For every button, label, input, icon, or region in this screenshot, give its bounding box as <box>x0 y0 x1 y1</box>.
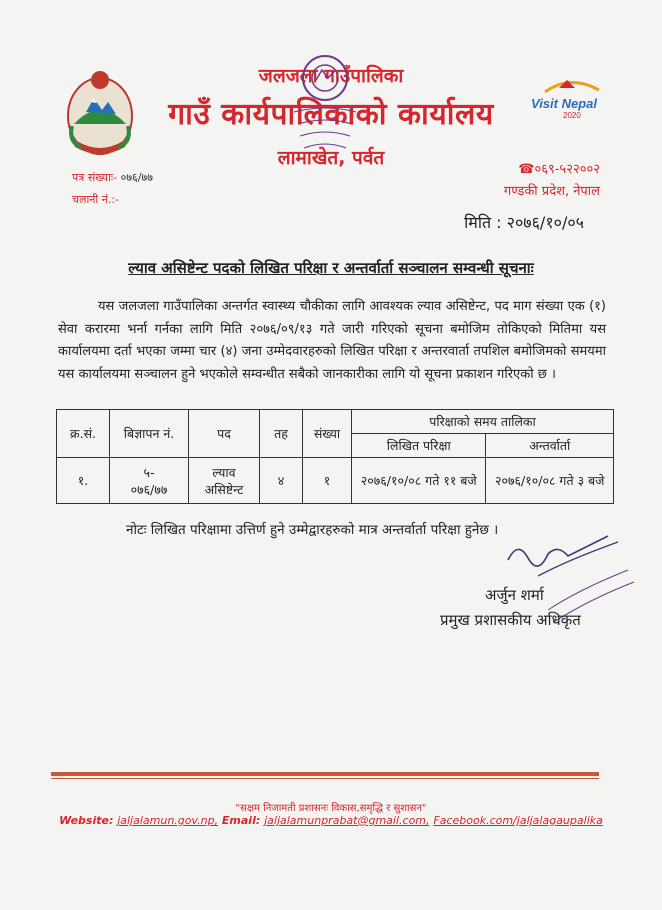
cell-interview: २०७६/१०/०८ गते ३ बजे <box>486 458 614 504</box>
header-schedule: परिक्षाको समय तालिका <box>352 410 614 434</box>
cell-ad-no-line1: ५- <box>143 464 155 480</box>
facebook-link[interactable]: Facebook.com/jaljalagaupalika <box>433 814 603 827</box>
office-name: गाउँ कार्यपालिकाको कार्यालय <box>168 97 494 132</box>
cell-sn: १. <box>57 458 110 504</box>
footer-divider-thin <box>51 778 599 779</box>
cell-level: ४ <box>260 458 303 504</box>
visit-logo-text: Visit Nepal <box>531 96 597 111</box>
office-location: लामाखेत, पर्वत <box>277 147 385 169</box>
email-link[interactable]: jaljalamunprabat@gmail.com, <box>264 814 430 827</box>
footer-contacts <box>0 814 662 827</box>
reference-label: पत्र संख्याः- <box>72 171 118 184</box>
notice-note: नोटः लिखित परिक्षामा उत्तिर्ण हुने उम्मेद्वारहरुको मात्र अन्तर्वार्ता परिक्षा हुनेछ । <box>126 522 499 538</box>
notice-body: यस जलजला गाउँपालिका अन्तर्गत स्वास्थ्य चौकीका लागि आवश्यक ल्याव असिष्टेन्ट, पद माग संख्या एक (१) सेवा करारमा भर्ना गर्नका लागि मिति २०७६/०९/१३ गते जारी गरिएको सूचना बमोजिम तोकिएको मितिमा यस कार्यालयमा दर्ता भएका जम्मा चार (४) जना उम्मेदवारहरुको लिखित परिक्षा र अन्तरवार्ता तपशिल बमोजिमको समयमा यस कार्यालयमा सञ्चालन हुने भएकोले सम्वन्धीत सबैको जानकारीका लागि यो सूचना प्रकाशन गरिएको छ । <box>58 299 606 382</box>
notice-subject <box>0 258 662 278</box>
header-interview: अन्तर्वार्ता <box>486 434 614 458</box>
header-level: तह <box>260 410 303 458</box>
header-count: संख्या <box>303 410 352 458</box>
header-post: पद <box>189 410 260 458</box>
office-phone: ☎०६९-५२२००२ <box>518 162 600 177</box>
website-label: Website: <box>59 814 114 827</box>
dispatch-number: चलानी नं.:- <box>72 193 120 206</box>
email-label: Email: <box>221 814 261 827</box>
reference-number <box>72 170 153 185</box>
office-stamp <box>286 50 364 160</box>
table-header-row <box>57 410 614 434</box>
municipality-name: जलजला गाउँपालिका <box>258 65 404 87</box>
cell-count: १ <box>303 458 352 504</box>
visit-logo-year: 2020 <box>563 111 581 120</box>
cell-ad-no <box>110 458 189 504</box>
subject-text: ल्याव असिष्टेन्ट पदको लिखित परिक्षा र अन्तर्वार्ता सञ्चालन सम्वन्धी सूचनाः <box>128 259 534 277</box>
signatory-name: अर्जुन शर्मा <box>485 586 544 604</box>
cell-post-line1: ल्याव <box>212 464 236 480</box>
schedule-table <box>56 409 614 504</box>
signatory-title: प्रमुख प्रशासकीय अधिकृत <box>440 611 581 629</box>
header-ad-no: बिज्ञापन नं. <box>110 410 189 458</box>
notice-date: मिति : २०७६/१०/०५ <box>464 213 584 232</box>
cell-ad-no-line2: ०७६/७७ <box>130 481 168 497</box>
cell-post <box>189 458 260 504</box>
header-sn: क्र.सं. <box>57 410 110 458</box>
province-name: गण्डकी प्रदेश, नेपाल <box>503 184 600 199</box>
footer-motto: "सक्षम निजामती प्रशासनः विकास,समृद्धि र सुशासन" <box>235 803 427 814</box>
header-written: लिखित परिक्षा <box>352 434 486 458</box>
cell-written: २०७६/१०/०८ गते ११ बजे <box>352 458 486 504</box>
table-row <box>57 458 614 504</box>
cell-post-line2: असिष्टेन्ट <box>204 481 244 497</box>
website-link[interactable]: jaljalamun.gov.np, <box>117 814 219 827</box>
footer-divider <box>51 772 599 776</box>
reference-value: ०७६/७७ <box>120 171 153 184</box>
